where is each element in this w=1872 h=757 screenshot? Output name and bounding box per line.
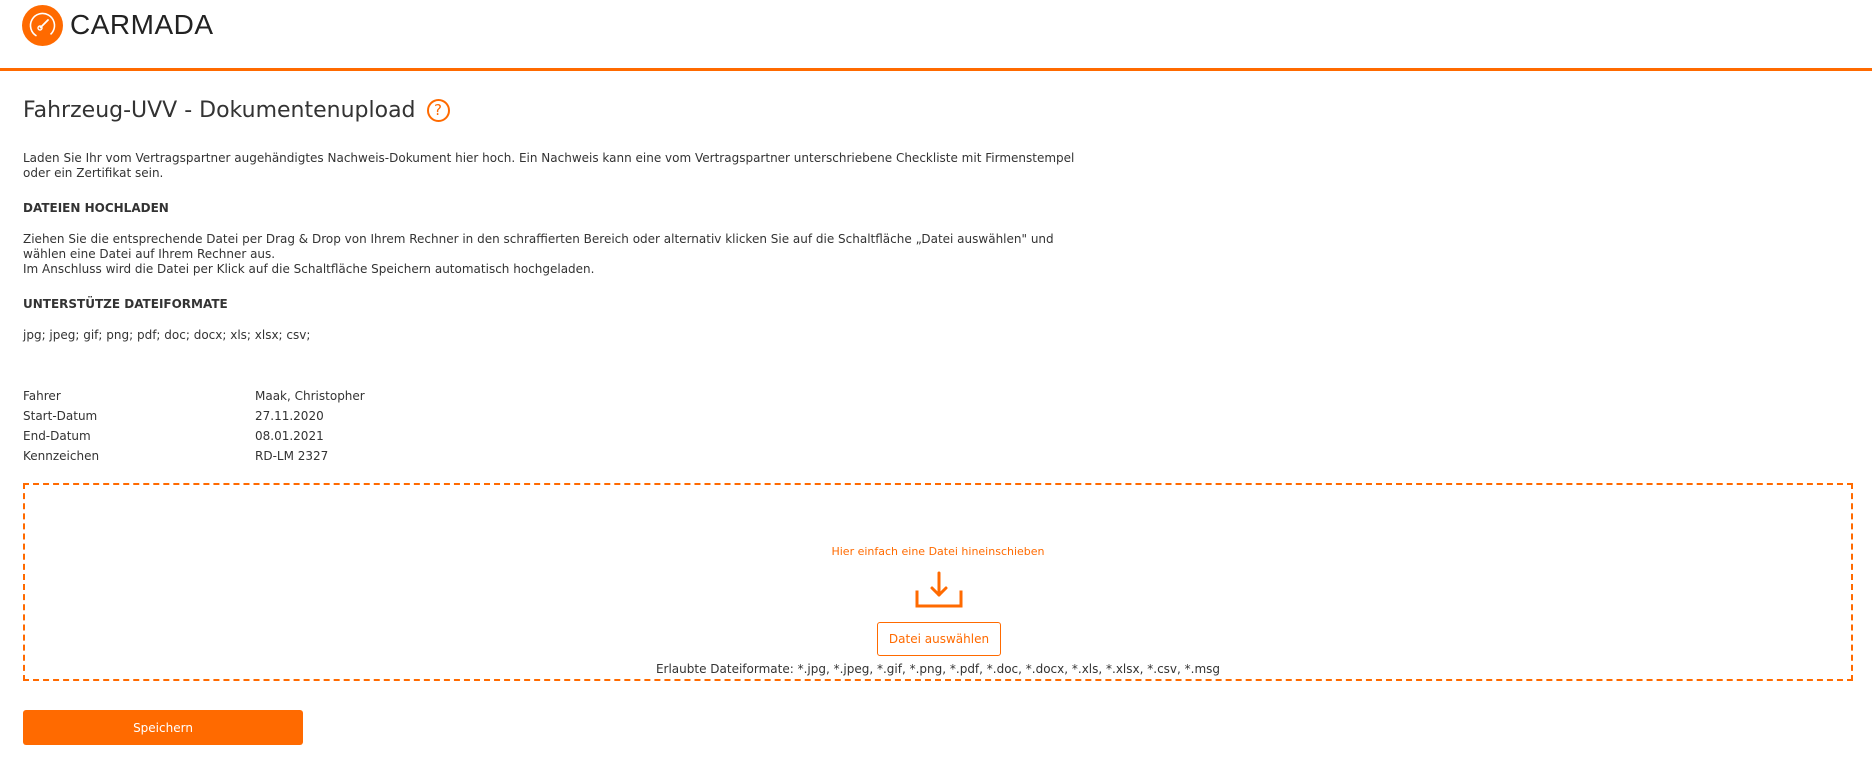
download-tray-icon [914,569,964,611]
top-bar [0,0,1872,71]
allowed-formats-text: Erlaubte Dateiformate: *.jpg, *.jpeg, *.gif, *.png, *.pdf, *.doc, *.docx, *.xls, *.xlsx, *.csv, *.msg [655,662,1221,676]
info-label: Start-Datum [23,409,98,423]
formats-heading: UNTERSTÜTZE DATEIFORMATE [23,297,228,311]
logo[interactable] [22,4,214,46]
upload-description [23,232,1088,277]
info-row-end-date [23,426,365,446]
info-label: Fahrer [23,389,61,403]
choose-file-button[interactable]: Datei auswählen [877,622,1001,656]
file-dropzone[interactable] [23,483,1853,681]
title-row [23,98,450,123]
info-value: 27.11.2020 [255,409,324,423]
page-title: Fahrzeug-UVV - Dokumentenupload [23,98,416,123]
info-label: End-Datum [23,429,91,443]
upload-description-line-1: Ziehen Sie die entsprechende Datei per Drag & Drop von Ihrem Rechner in den schraffierten Bereich oder alternativ klicken Sie auf die Schaltfläche „Datei auswählen" und wählen eine Datei auf Ihrem Rechner aus. [23,232,1054,261]
help-icon[interactable]: ? [427,99,450,122]
info-value: Maak, Christopher [255,389,365,403]
dropzone-hint: Hier einfach eine Datei hineinschieben [831,545,1045,558]
speedometer-icon [22,5,63,46]
formats-list: jpg; jpeg; gif; png; pdf; doc; docx; xls; xlsx; csv; [23,328,311,342]
intro-text: Laden Sie Ihr vom Vertragspartner augehändigtes Nachweis-Dokument hier hoch. Ein Nachweis kann eine vom Vertragspartner unterschriebene Checkliste mit Firmenstempel oder ein Zertifikat sein. [23,151,1075,180]
save-button[interactable]: Speichern [23,710,303,745]
info-row-license-plate [23,446,365,466]
info-value: 08.01.2021 [255,429,324,443]
info-value: RD-LM 2327 [255,449,329,463]
info-row-start-date [23,406,365,426]
info-label: Kennzeichen [23,449,100,463]
logo-text: CARMADA [70,9,214,40]
upload-heading: DATEIEN HOCHLADEN [23,201,169,215]
info-row-driver [23,386,365,406]
vehicle-info-table [23,386,365,466]
upload-description-line-2: Im Anschluss wird die Datei per Klick auf die Schaltfläche Speichern automatisch hochgeladen. [23,262,595,276]
